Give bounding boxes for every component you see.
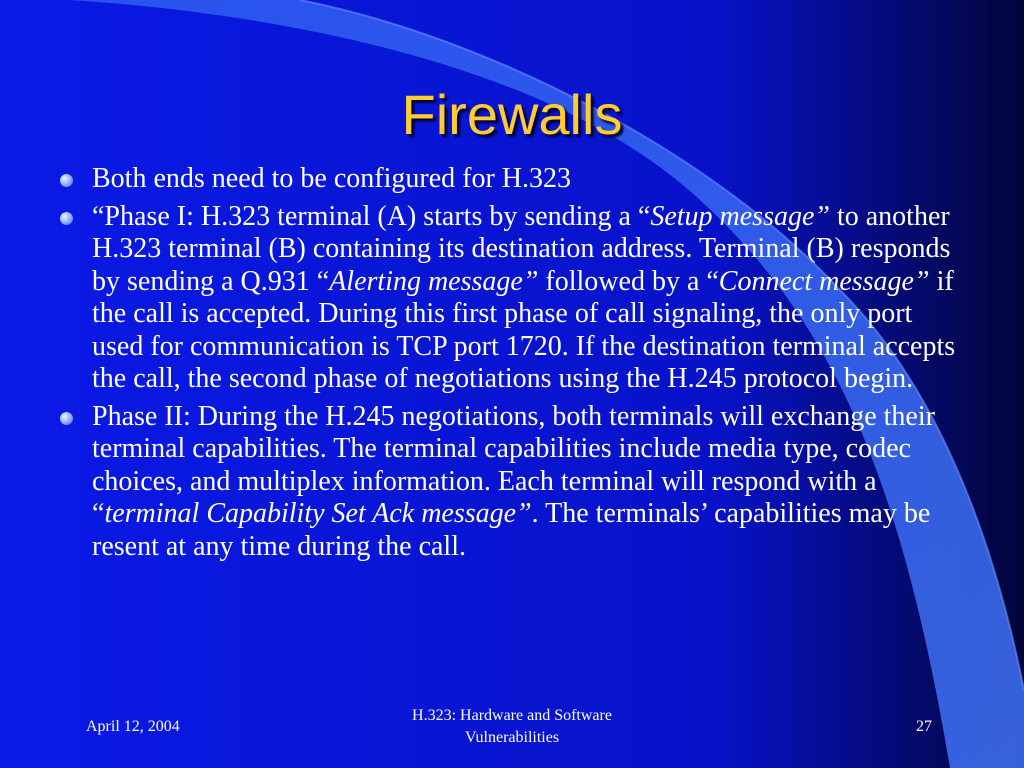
footer-title-line2: Vulnerabilities <box>464 729 560 746</box>
slide-number: 27 <box>916 718 932 735</box>
bullet-text: “Phase I: H.323 terminal (A) starts by sending a “ <box>92 200 651 232</box>
bullet-dot-icon <box>60 412 73 425</box>
bullet-text: to another H.323 terminal (B) containing its destination address. Terminal (B) responds by sending a Q.931 “ <box>92 200 951 297</box>
bullet-italic-text: Setup message” <box>650 200 830 232</box>
bullet-text: followed by a “ <box>538 265 719 297</box>
bullet-text: Phase II: During the H.245 negotiations, both terminals will exchange their terminal capabilities. The terminal capabilities include media type, codec choices, and multiplex information. Each terminal will respond with a “ <box>92 400 935 529</box>
bullet-text: Both ends need to be configured for H.323 <box>92 163 571 194</box>
bullet-text: if the call is accepted. During this first phase of call signaling, the only port used for communication is TCP port 1720. If the destination terminal accepts the call, the second phase of negotiations using the H.245 protocol begin. <box>92 265 956 394</box>
slide-title: Firewalls <box>401 83 623 146</box>
bullet-text: . The terminals’ capabilities may be resent at any time during the call. <box>92 498 931 562</box>
bullet-item <box>58 163 958 196</box>
bullet-dot-icon <box>60 174 73 187</box>
footer-date: April 12, 2004 <box>86 718 180 735</box>
bullet-list <box>58 163 958 568</box>
bullet-italic-text: terminal Capability Set Ack message” <box>104 498 532 529</box>
bullet-italic-text: Connect message” <box>718 265 930 297</box>
bullet-item <box>58 401 958 564</box>
bullet-dot-icon <box>60 212 73 225</box>
footer-title-line1: H.323: Hardware and Software <box>412 707 612 724</box>
bullet-italic-text: Alerting message” <box>329 265 539 297</box>
footer-title <box>362 705 662 749</box>
bullet-item <box>58 201 958 396</box>
